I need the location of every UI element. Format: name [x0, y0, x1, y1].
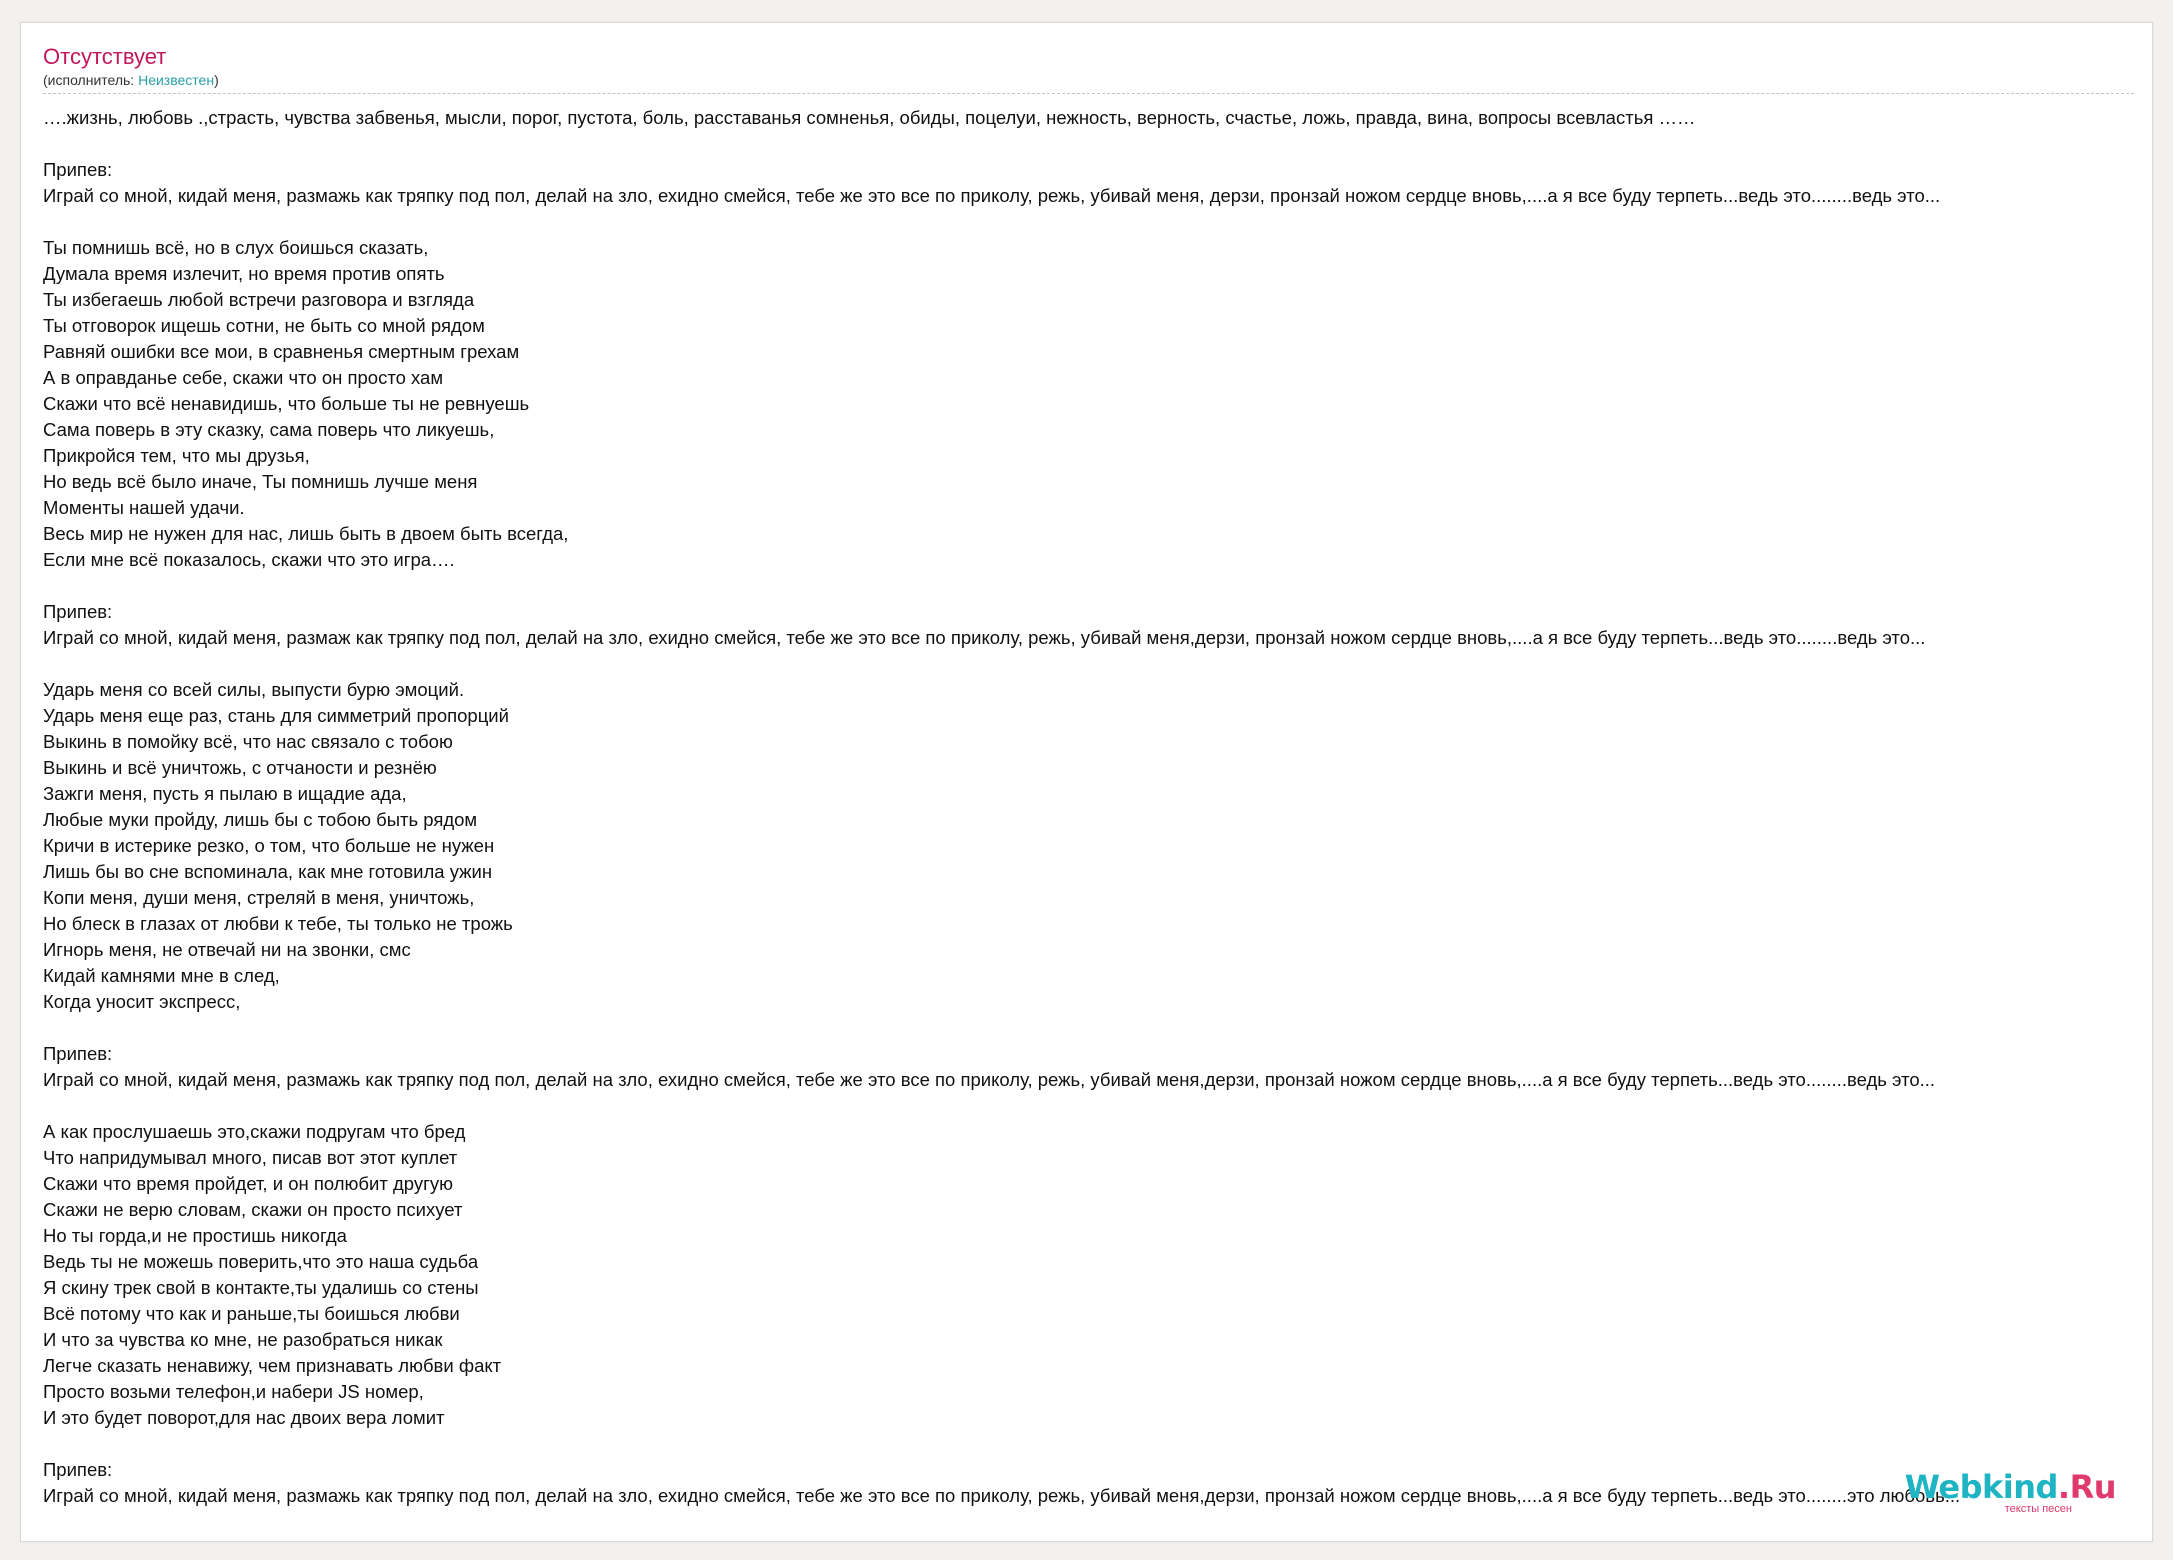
lyrics-card — [20, 22, 2153, 1542]
lyric-line: Кричи в истерике резко, о том, что больше не нужен — [43, 835, 495, 856]
lyric-line: ….жизнь, любовь .,страсть, чувства забвенья, мысли, порог, пустота, боль, расставанья сомненья, обиды, поцелуи, нежность, верность, счастье, ложь, правда, вина, вопросы всевластья …… — [43, 107, 1696, 128]
lyric-line: Ударь меня еще раз, стань для симметрий пропорций — [43, 705, 509, 726]
lyric-blank-line — [43, 1431, 2148, 1457]
watermark-logo — [1904, 1468, 2116, 1506]
lyric-line: Ты избегаешь любой встречи разговора и взгляда — [43, 289, 475, 310]
lyric-line: Скажи что всё ненавидишь, что больше ты не ревнуешь — [43, 393, 530, 414]
lyric-line: Выкинь и всё уничтожь, с отчаности и резнёю — [43, 757, 437, 778]
artist-line — [43, 71, 2134, 89]
lyric-line: Скажи что время пройдет, и он полюбит другую — [43, 1173, 453, 1194]
lyric-line: Играй со мной, кидай меня, размажь как тряпку под пол, делай на зло, ехидно смейся, тебе же это все по приколу, режь, убивай меня,дерзи, пронзай ножом сердце вновь,....а я все буду терпеть...ведь это........ведь это... — [43, 1069, 1936, 1090]
lyric-line: Припев: — [43, 601, 113, 622]
lyric-line: Выкинь в помойку всё, что нас связало с тобою — [43, 731, 453, 752]
lyric-line: И это будет поворот,для нас двоих вера ломит — [43, 1407, 445, 1428]
lyric-line: Припев: — [43, 159, 113, 180]
lyric-line: Ударь меня со всей силы, выпусти бурю эмоций. — [43, 679, 465, 700]
lyric-line: Сама поверь в эту сказку, сама поверь что ликуешь, — [43, 419, 495, 440]
lyric-line: Припев: — [43, 1459, 113, 1480]
lyric-line: Кидай камнями мне в след, — [43, 965, 280, 986]
lyric-line: Скажи не верю словам, скажи он просто психует — [43, 1199, 463, 1220]
lyric-line: Припев: — [43, 1043, 113, 1064]
lyric-line: Равняй ошибки все мои, в сравненья смертным грехам — [43, 341, 520, 362]
lyric-line: Всё потому что как и раньше,ты боишься любви — [43, 1303, 460, 1324]
lyric-line: И что за чувства ко мне, не разобраться никак — [43, 1329, 443, 1350]
artist-suffix: ) — [214, 72, 219, 88]
lyric-line: Весь мир не нужен для нас, лишь быть в двоем быть всегда, — [43, 523, 569, 544]
lyric-line: Ты отговорок ищешь сотни, не быть со мной рядом — [43, 315, 485, 336]
artist-prefix: (исполнитель: — [43, 72, 139, 88]
lyric-line: Думала время излечит, но время против опять — [43, 263, 445, 284]
lyric-line: Когда уносит экспресс, — [43, 991, 241, 1012]
lyric-line: Лишь бы во сне вспоминала, как мне готовила ужин — [43, 861, 493, 882]
lyric-line: Но ты горда,и не простишь никогда — [43, 1225, 347, 1246]
watermark-brand: Webkind — [1904, 1468, 2058, 1506]
lyric-line: Я скину трек свой в контакте,ты удалишь со стены — [43, 1277, 479, 1298]
lyric-line: Но ведь всё было иначе, Ты помнишь лучше меня — [43, 471, 478, 492]
lyric-line: Ты помнишь всё, но в слух боишься сказать, — [43, 237, 429, 258]
lyric-blank-line — [43, 1015, 2148, 1041]
lyric-line: Играй со мной, кидай меня, размажь как тряпку под пол, делай на зло, ехидно смейся, тебе же это все по приколу, режь, убивай меня, дерзи, пронзай ножом сердце вновь,....а я все буду терпеть...ведь это........ведь это... — [43, 185, 1941, 206]
lyric-blank-line — [43, 651, 2148, 677]
lyric-blank-line — [43, 1093, 2148, 1119]
lyric-line: Зажги меня, пусть я пылаю в ищадие ада, — [43, 783, 407, 804]
site-watermark — [1904, 1468, 2116, 1515]
lyric-line: Копи меня, души меня, стреляй в меня, уничтожь, — [43, 887, 475, 908]
lyric-line: Играй со мной, кидай меня, размаж как тряпку под пол, делай на зло, ехидно смейся, тебе же это все по приколу, режь, убивай меня,дерзи, пронзай ножом сердце вновь,....а я все буду терпеть...ведь это........ведь это... — [43, 627, 1926, 648]
lyric-blank-line — [43, 131, 2148, 157]
song-header — [43, 43, 2134, 94]
lyric-blank-line — [43, 209, 2148, 235]
lyric-line: Если мне всё показалось, скажи что это игра…. — [43, 549, 455, 570]
lyric-line: Что напридумывал много, писав вот этот куплет — [43, 1147, 458, 1168]
lyric-blank-line — [43, 573, 2148, 599]
lyrics-body — [43, 105, 2148, 1509]
lyric-line: А в оправданье себе, скажи что он просто хам — [43, 367, 444, 388]
lyric-line: Прикройся тем, что мы друзья, — [43, 445, 310, 466]
artist-link[interactable]: Неизвестен — [138, 72, 215, 88]
lyric-line: Игнорь меня, не отвечай ни на звонки, смс — [43, 939, 411, 960]
lyric-line: Легче сказать ненавижу, чем признавать любви факт — [43, 1355, 502, 1376]
watermark-tagline: тексты песен — [2004, 1503, 2072, 1515]
lyric-line: Играй со мной, кидай меня, размажь как тряпку под пол, делай на зло, ехидно смейся, тебе же это все по приколу, режь, убивай меня,дерзи, пронзай ножом сердце вновь,....а я все буду терпеть...ведь это........это любовь... — [43, 1485, 1961, 1506]
song-title: Отсутствует — [43, 44, 167, 69]
lyric-line: А как прослушаешь это,скажи подругам что бред — [43, 1121, 466, 1142]
lyric-line: Любые муки пройду, лишь бы с тобою быть рядом — [43, 809, 478, 830]
lyric-line: Но блеск в глазах от любви к тебе, ты только не трожь — [43, 913, 513, 934]
lyric-line: Ведь ты не можешь поверить,что это наша судьба — [43, 1251, 479, 1272]
watermark-tld: .Ru — [2057, 1468, 2116, 1506]
lyric-line: Моменты нашей удачи. — [43, 497, 245, 518]
lyric-line: Просто возьми телефон,и набери JS номер, — [43, 1381, 424, 1402]
